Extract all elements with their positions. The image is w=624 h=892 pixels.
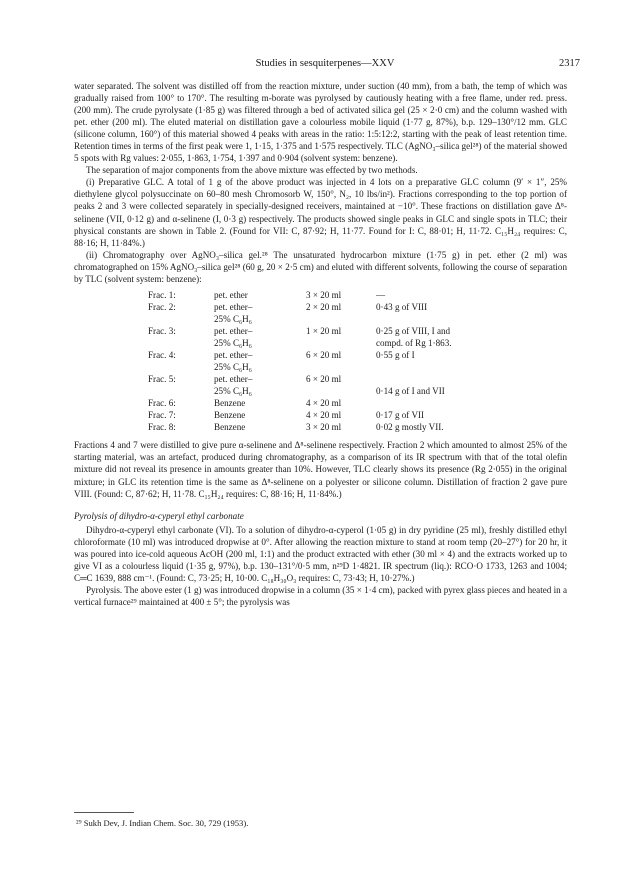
solvent-cell-line: 25% C₆H₆ <box>214 337 252 348</box>
article-body <box>74 80 567 608</box>
result-cell-line: — <box>376 289 386 300</box>
fraction-label: Frac. 5: <box>148 374 176 385</box>
solvent-cell-line: Benzene <box>214 398 246 409</box>
fraction-label: Frac. 6: <box>148 398 176 409</box>
table-row <box>148 289 556 301</box>
section-heading: Pyrolysis of dihydro-α-cyperyl ethyl carbonate <box>74 510 244 521</box>
paragraph-fractions-discussion: Fractions 4 and 7 were distilled to give pure α-selinene and Δ⁸-selinene respectively. Fraction 2 which amounted to almost 25% of the starting material, was an artefact, produced during chromatography, as a comparison of its IR spectrum with that of the total olefin mixture did not reveal its presence in amounts greater than 10%. However, TLC clearly shows its presence (Rg 2·055) in the original mixture; in GLC its retention time is the same as Δ⁸-selinene on a polyester or silicone column. Distillation of fraction 2 gave pure VIII. (Found: C, 87·62; H, 11·78. C₁₅H₂₄ requires: C, 88·16; H, 11·84%.) <box>74 440 567 499</box>
solvent-cell-line: pet. ether– <box>214 325 253 336</box>
fractions-table <box>148 289 556 434</box>
fraction-label: Frac. 1: <box>148 289 176 300</box>
volume-cell: 2 × 20 ml <box>306 301 342 312</box>
result-cell-line: 0·02 g mostly VII. <box>376 422 444 433</box>
paragraph-separation-methods: The separation of major components from the above mixture was effected by two methods. <box>86 165 418 176</box>
result-cell-line: 0·55 g of I <box>376 350 415 361</box>
result-cell-line: 0·43 g of VIII <box>376 301 428 312</box>
table-row <box>148 301 556 325</box>
volume-cell: 6 × 20 ml <box>306 374 342 385</box>
result-cell <box>376 373 556 397</box>
table-row <box>148 409 556 421</box>
table-row <box>148 325 556 349</box>
footnote-divider <box>74 812 134 813</box>
fraction-label: Frac. 4: <box>148 350 176 361</box>
result-cell <box>376 301 556 325</box>
result-cell <box>376 421 556 433</box>
solvent-cell <box>214 409 306 421</box>
result-cell-line: compd. of Rg 1·863. <box>376 337 452 348</box>
solvent-cell-line: 25% C₆H₆ <box>214 386 252 397</box>
paragraph-pyrolysate: water separated. The solvent was distilled off from the reaction mixture, under suction (40 mm), from a bath, the temp of which was gradually raised from 100° to 170°. The resulting m-borate was pyrolysed by cautiously heating with a free flame, under red. press. (200 mm). The crude pyrolysate (1·85 g) was filtered through a bed of activated silica gel (25 × 2·0 cm) and the column washed with pet. ether (200 ml). The eluted material on distillation gave a colourless mobile liquid (1·77 g, 87%), b.p. 129–130°/12 mm. GLC (silicone column, 160°) of this material showed 4 peaks with areas in the ratio: 1:5:12:2, starting with the peak of least retention time. Retention times in terms of the first peak were 1, 1·15, 1·375 and 1·575 respectively. TLC (AgNO₃–silica gel²⁸) of the material showed 5 spots with Rg values: 2·055, 1·863, 1·754, 1·397 and 0·904 (solvent system: benzene). <box>74 81 567 164</box>
fraction-label: Frac. 8: <box>148 422 176 433</box>
table-row <box>148 349 556 373</box>
solvent-cell-line: 25% C₆H₆ <box>214 313 252 324</box>
solvent-cell-line: 25% C₆H₆ <box>214 362 252 373</box>
solvent-cell-line: pet. ether– <box>214 374 253 385</box>
paragraph-pyrolysis: Pyrolysis. The above ester (1 g) was introduced dropwise in a column (35 × 1·4 cm), packed with pyrex glass pieces and heated in a vertical furnace²⁹ maintained at 400 ± 5°; the pyrolysis was <box>74 584 567 607</box>
fraction-label: Frac. 3: <box>148 325 176 336</box>
page-header <box>70 58 580 72</box>
solvent-cell-line: Benzene <box>214 410 246 421</box>
result-cell <box>376 409 556 421</box>
result-cell <box>376 325 556 349</box>
solvent-cell <box>214 301 306 325</box>
solvent-cell-line: pet. ether– <box>214 350 253 361</box>
result-cell-line <box>376 397 556 409</box>
result-cell-line: 0·14 g of I and VII <box>376 386 445 397</box>
result-cell-line: 0·17 g of VII <box>376 410 425 421</box>
result-cell <box>376 397 556 409</box>
solvent-cell-line: pet. ether <box>214 289 248 300</box>
paragraph-carbonate-prep: Dihydro-α-cyperyl ethyl carbonate (VI). To a solution of dihydro-α-cyperol (1·05 g) in dry pyridine (25 ml), freshly distilled ethyl chloroformate (10 ml) was introduced dropwise at 0°. After allowing the reaction mixture to stand at room temp (20–27°) for 20 hr, it was poured into ice-cold aqueous AcOH (200 ml, 1:1) and the product extracted with ether (30 ml × 4) and the extracts worked up to give VI as a colourless liquid (1·35 g, 97%), b.p. 130–131°/0·5 mm, n²⁹D 1·4821. IR spectrum (liq.): RCO·O 1733, 1263 and 1004; C═C 1639, 888 cm⁻¹. (Found: C, 73·25; H, 10·00. C₁₈H₃₀O₃ requires: C, 73·43; H, 10·27%.) <box>74 524 567 583</box>
volume-cell: 4 × 20 ml <box>306 398 342 409</box>
page-number: 2317 <box>559 58 580 69</box>
volume-cell: 6 × 20 ml <box>306 350 342 361</box>
volume-cell: 3 × 20 ml <box>306 289 342 300</box>
table-row <box>148 421 556 433</box>
solvent-cell <box>214 373 306 397</box>
running-title: Studies in sesquiterpenes—XXV <box>255 58 395 69</box>
table-row <box>148 373 556 397</box>
solvent-cell <box>214 421 306 433</box>
solvent-cell <box>214 349 306 373</box>
fraction-label: Frac. 7: <box>148 410 176 421</box>
fraction-label: Frac. 2: <box>148 301 176 312</box>
paragraph-chromatography: (ii) Chromatography over AgNO₃–silica gel.²⁸ The unsaturated hydrocarbon mixture (1·75 g) in pet. ether (2 ml) was chromatographed on 15% AgNO₃–silica gel²⁸ (60 g, 20 × 2·5 cm) and eluted with different solvents, following the course of separation by TLC (solvent system: benzene): <box>74 249 567 284</box>
solvent-cell-line: Benzene <box>214 422 246 433</box>
solvent-cell <box>214 397 306 409</box>
solvent-cell <box>214 289 306 301</box>
result-cell <box>376 289 556 301</box>
volume-cell: 1 × 20 ml <box>306 325 342 336</box>
volume-cell: 4 × 20 ml <box>306 410 342 421</box>
result-cell-line: 0·25 g of VIII, I and <box>376 325 451 336</box>
solvent-cell-line: pet. ether– <box>214 301 253 312</box>
paragraph-preparative-glc: (i) Preparative GLC. A total of 1 g of the above product was injected in 4 lots on a preparative GLC column (9′ × 1″, 25% diethylene glycol polysuccinate on 60–80 mesh Chromosorb W, 150°, N₂, 10 lbs/in²). Fractions corresponding to the top portion of peaks 2 and 3 were collected separately in specially-designed receivers, maintained at −10°. These fractions on distillation gave Δ⁸-selinene (VII, 0·12 g) and α-selinene (I, 0·3 g) respectively. The products showed single peaks in GLC and single spots in TLC; their physical constants are shown in Table 2. (Found for VII: C, 87·92; H, 11·77. Found for I: C, 88·01; H, 11·72. C₁₅H₂₄ requires: C, 88·16; H, 11·84%.) <box>74 177 567 248</box>
solvent-cell <box>214 325 306 349</box>
result-cell-line <box>376 373 556 385</box>
volume-cell: 3 × 20 ml <box>306 422 342 433</box>
result-cell <box>376 349 556 373</box>
footnote: ²⁹ Sukh Dev, J. Indian Chem. Soc. 30, 729 (1953). <box>76 818 249 828</box>
table-row <box>148 397 556 409</box>
